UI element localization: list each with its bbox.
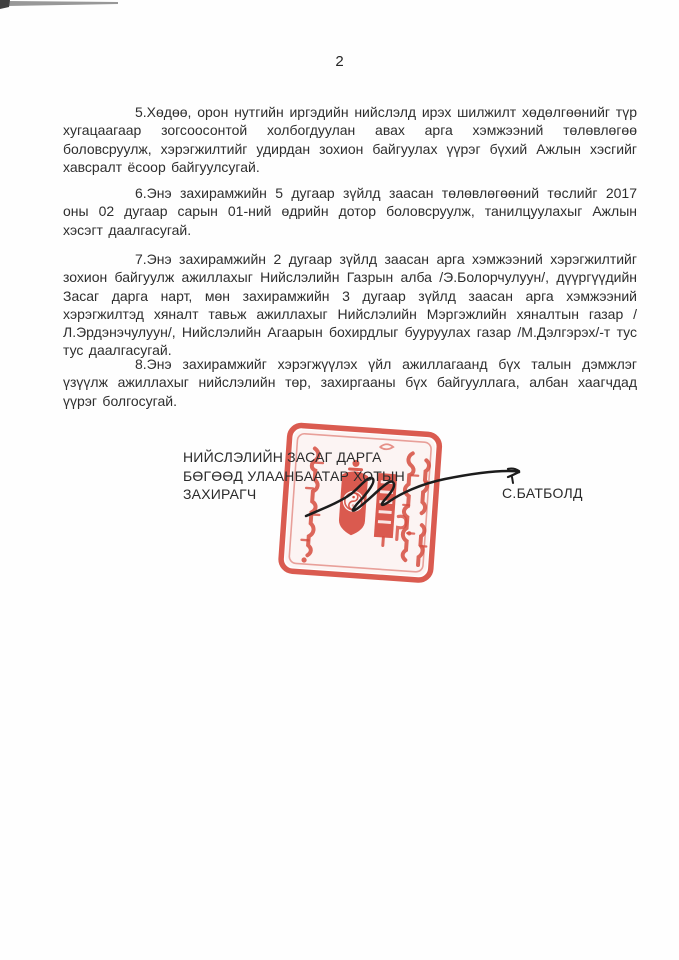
paragraph-clause-7: 7.Энэ захирамжийн 2 дугаар зүйлд заасан арга хэмжээний хэрэгжилтийг зохион байгуулж ажиллахыг Нийслэлийн Газрын алба /Э.Болорчулуун/, дүүргүүдийн Засаг дарга нарт, мөн захирамжийн 3 дугаар зүйлд заасан арга хэмжээний хэрэгжилтэд хяналт тавьж ажиллахыг Нийслэлийн Мэргэжлийн хяналтын газар /Л.Эрдэнэчулуун/, Нийслэлийн Агаарын бохирдлыг бууруулах газар /М.Дэлгэрэх/-т тус тус даалгасугай.	[63, 251, 637, 359]
signature-title	[183, 448, 405, 504]
paragraph-clause-5: 5.Хөдөө, орон нутгийн иргэдийн нийслэлд ирэх шилжилт хөдөлгөөнийг түр хугацаагаар зогсоосонтой холбогдуулан авах арга хэмжээний төлөвлөгөө боловсруулж, хэрэгжилтийг удирдан зохион байгуулах үүрэг бүхий Ажлын хэсгийг хавсралт ёсоор байгуулсугай.	[63, 104, 637, 175]
signer-name: С.БАТБОЛД	[502, 485, 583, 501]
scan-artifact	[0, 0, 130, 14]
signature-title-line-3: ЗАХИРАГЧ	[183, 486, 257, 503]
page-number: 2	[335, 53, 344, 70]
paragraph-clause-6: 6.Энэ захирамжийн 5 дугаар зүйлд заасан төлөвлөгөөний төслийг 2017 оны 02 дугаар сарын 01-ний өдрийн дотор боловсруулж, танилцуулахыг Ажлын хэсэгт даалгасугай.	[63, 185, 637, 238]
official-red-seal-stamp-icon	[276, 420, 451, 591]
signature-title-line-1: НИЙСЛЭЛИЙН ЗАСАГ ДАРГА	[183, 449, 382, 465]
signature-title-line-2: БӨГӨӨД УЛААНБААТАР ХОТЫН	[183, 467, 405, 484]
paragraph-clause-8: 8.Энэ захирамжийг хэрэгжүүлэх үйл ажиллагаанд бүх талын дэмжлэг үзүүлж ажиллахыг нийслэлийн төр, захиргааны бүх байгууллага, албан хаагчдад үүрэг болгосугай.	[63, 356, 637, 409]
